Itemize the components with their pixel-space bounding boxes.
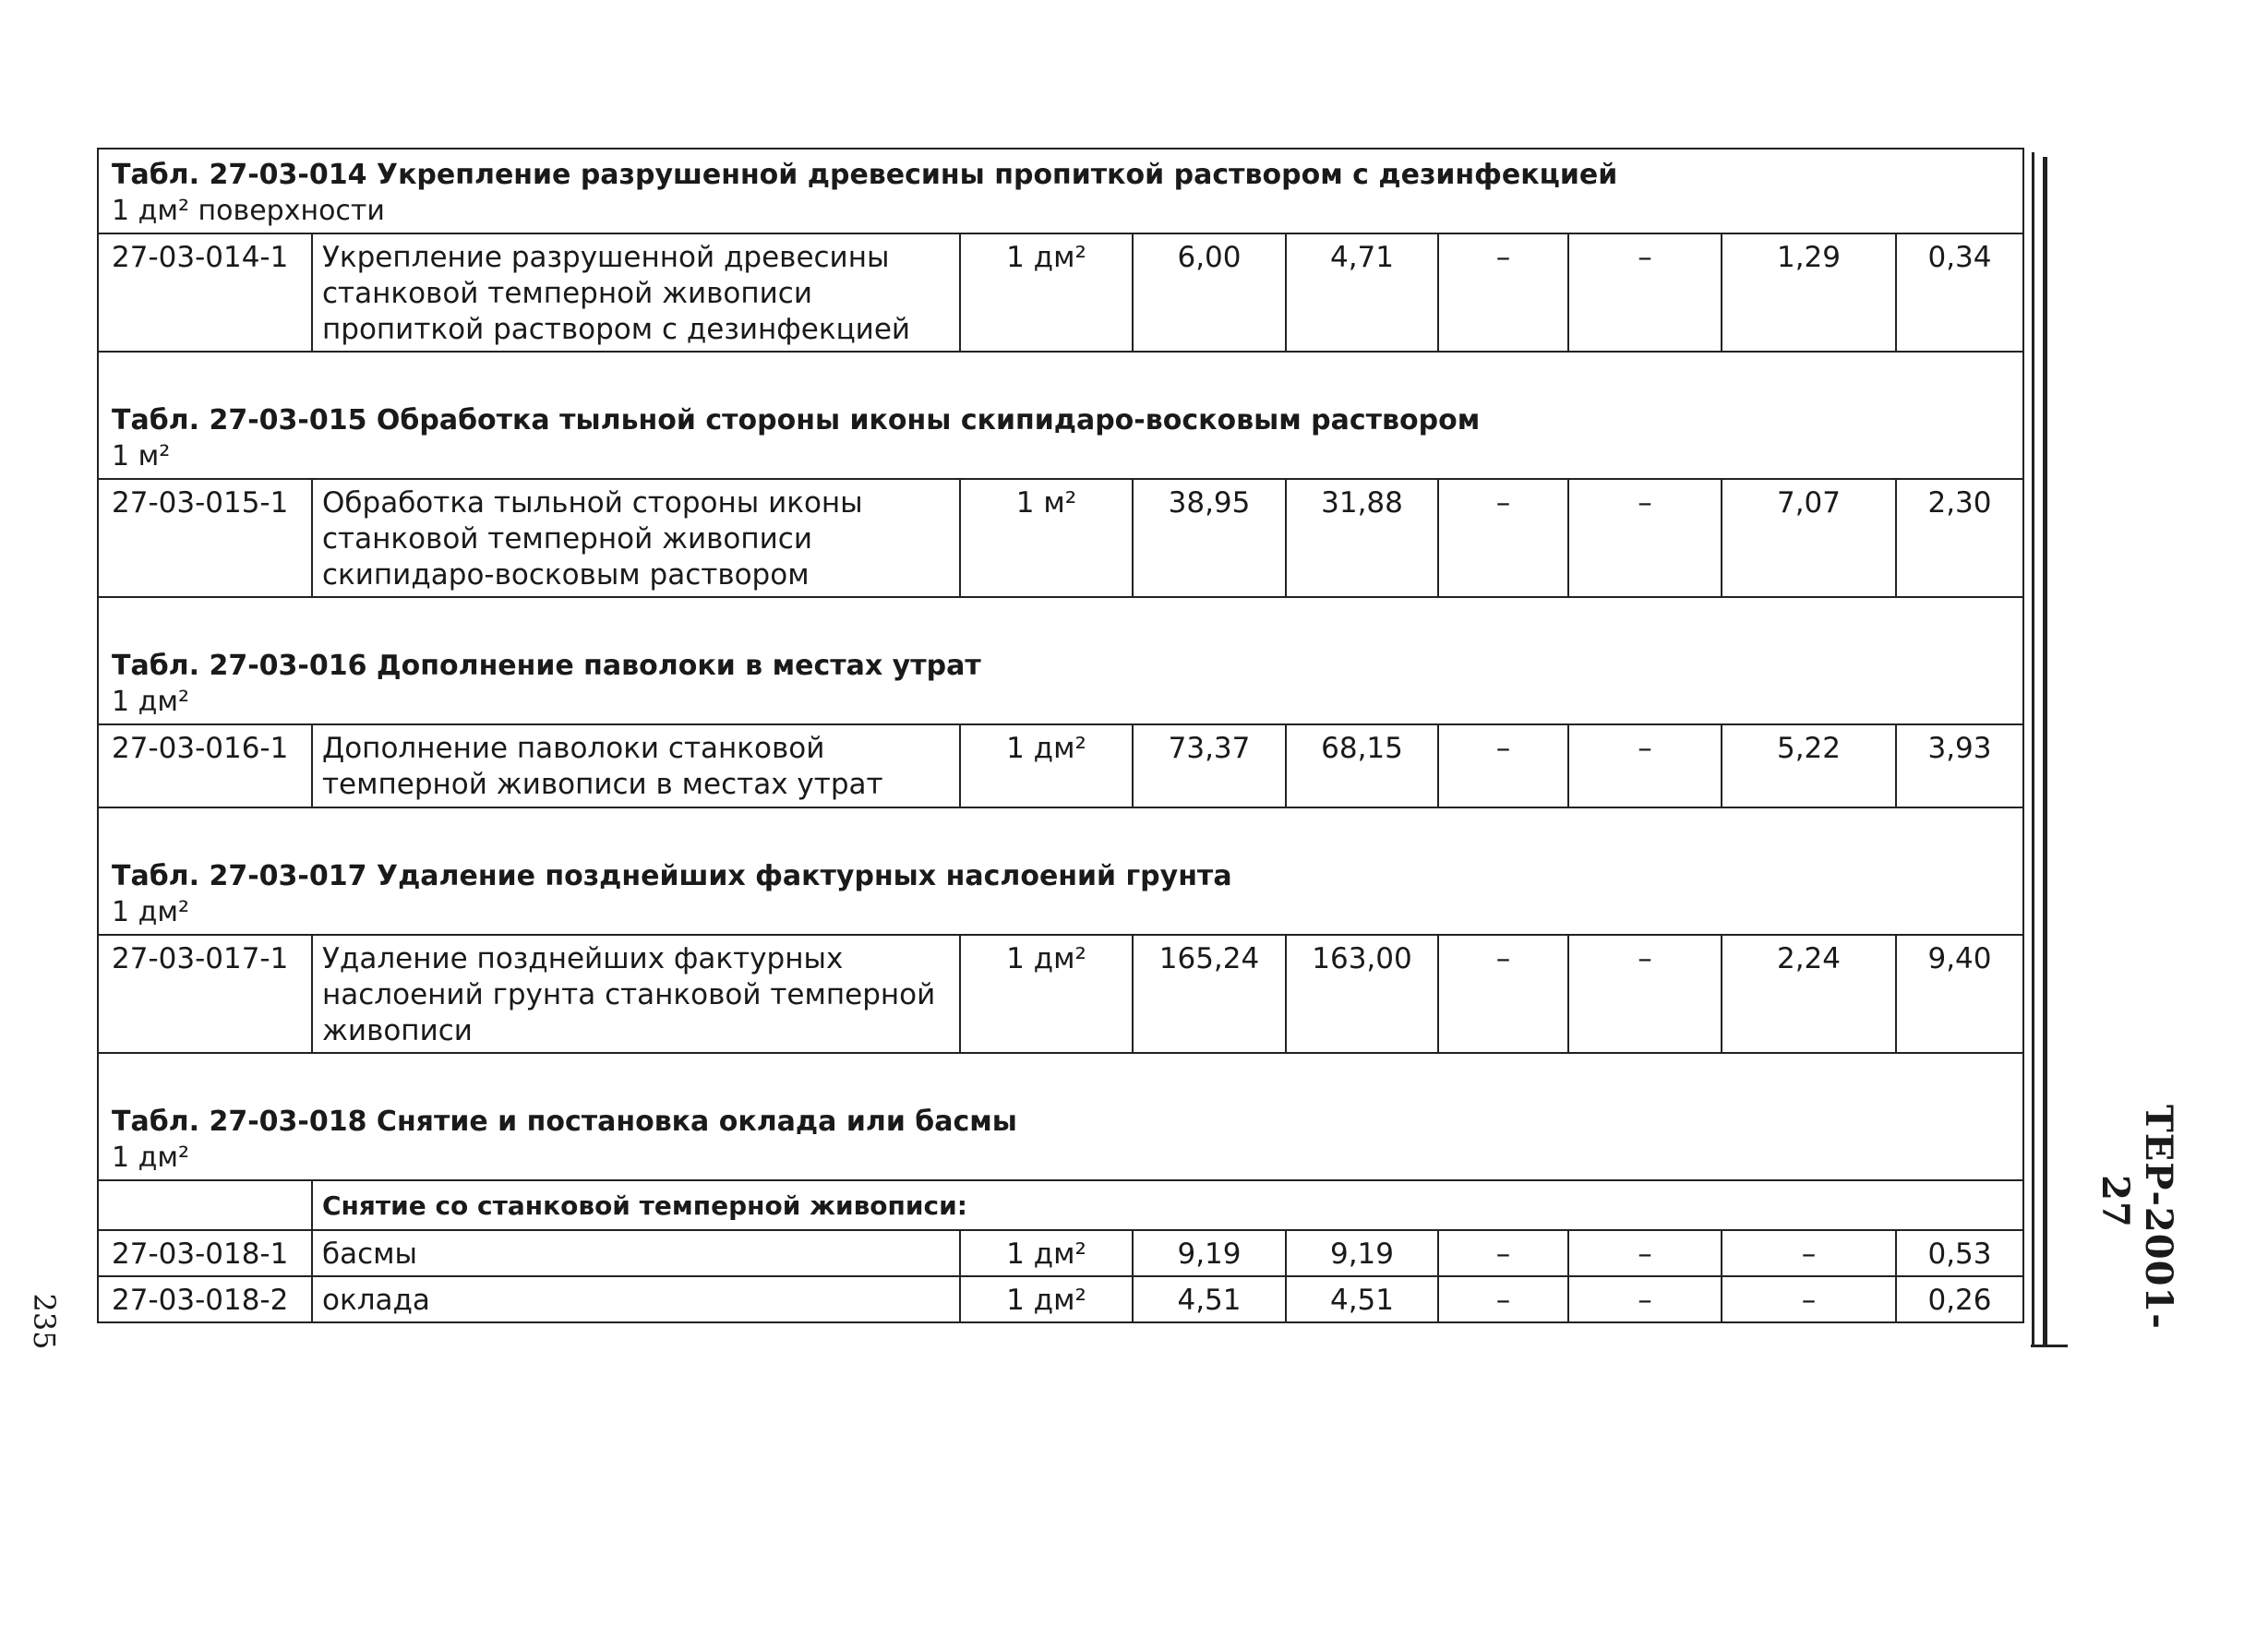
code-cell: 27-03-018-1 (98, 1230, 312, 1276)
driver-wage-cell: – (1568, 935, 1722, 1053)
table-row (98, 479, 2023, 597)
table-row (98, 1276, 2023, 1322)
machine-cell: – (1438, 724, 1568, 807)
code-cell: 27-03-014-1 (98, 233, 312, 352)
price-table-frame (97, 148, 2022, 1346)
subheading-cell (312, 1180, 2023, 1230)
table-unit: 1 м² (112, 440, 171, 472)
table-header-row (98, 807, 2023, 935)
wage-cell: 4,71 (1286, 233, 1438, 352)
materials-cell: – (1722, 1276, 1896, 1322)
table-header-row (98, 352, 2023, 479)
table-title: Табл. 27-03-016 Дополнение паволоки в местах утрат (112, 650, 981, 682)
table-row (98, 724, 2023, 807)
work-name-cell: Укрепление разрушенной древесины станковой темперной живописи пропиткой раствором с дезинфекцией (312, 233, 960, 352)
table-header-cell (98, 807, 2023, 935)
table-row (98, 1230, 2023, 1276)
work-name-cell: Обработка тыльной стороны иконы станковой темперной живописи скипидаро-восковым раствором (312, 479, 960, 597)
table-header-cell (98, 1053, 2023, 1180)
price-cell: 165,24 (1133, 935, 1286, 1053)
table-title: Табл. 27-03-014 Укрепление разрушенной древесины пропиткой раствором с дезинфекцией (112, 159, 1618, 191)
right-margin-line-1 (2032, 152, 2034, 1346)
table-row (98, 233, 2023, 352)
table-header-row (98, 149, 2023, 233)
machine-cell: – (1438, 1276, 1568, 1322)
right-margin-line-2 (2043, 157, 2047, 1346)
labor-cell: 0,34 (1896, 233, 2023, 352)
table-row (98, 935, 2023, 1053)
price-cell: 9,19 (1133, 1230, 1286, 1276)
page-number: 235 (27, 1293, 62, 1350)
materials-cell: 7,07 (1722, 479, 1896, 597)
table-header-cell (98, 149, 2023, 233)
work-name-cell: Дополнение паволоки станковой темперной живописи в местах утрат (312, 724, 960, 807)
unit-cell: 1 м² (960, 479, 1133, 597)
price-cell: 4,51 (1133, 1276, 1286, 1322)
work-name-cell: басмы (312, 1230, 960, 1276)
empty-cell (98, 1180, 312, 1230)
table-header-row (98, 597, 2023, 724)
table-title: Табл. 27-03-018 Снятие и постановка оклада или басмы (112, 1106, 1017, 1138)
wage-cell: 4,51 (1286, 1276, 1438, 1322)
price-cell: 73,37 (1133, 724, 1286, 807)
price-cell: 6,00 (1133, 233, 1286, 352)
table-title: Табл. 27-03-015 Обработка тыльной стороны иконы скипидаро-восковым раствором (112, 404, 1481, 436)
machine-cell: – (1438, 1230, 1568, 1276)
right-margin-base (2031, 1345, 2068, 1347)
machine-cell: – (1438, 479, 1568, 597)
labor-cell: 9,40 (1896, 935, 2023, 1053)
machine-cell: – (1438, 935, 1568, 1053)
driver-wage-cell: – (1568, 479, 1722, 597)
driver-wage-cell: – (1568, 1230, 1722, 1276)
wage-cell: 31,88 (1286, 479, 1438, 597)
driver-wage-cell: – (1568, 724, 1722, 807)
labor-cell: 0,26 (1896, 1276, 2023, 1322)
subheading-row (98, 1180, 2023, 1230)
code-cell: 27-03-016-1 (98, 724, 312, 807)
table-unit: 1 дм² (112, 686, 190, 718)
materials-cell: – (1722, 1230, 1896, 1276)
labor-cell: 2,30 (1896, 479, 2023, 597)
unit-cell: 1 дм² (960, 935, 1133, 1053)
subheading-text: Снятие со станковой темперной живописи: (322, 1190, 967, 1221)
table-unit: 1 дм² поверхности (112, 195, 385, 227)
table-header-cell (98, 597, 2023, 724)
wage-cell: 9,19 (1286, 1230, 1438, 1276)
labor-cell: 3,93 (1896, 724, 2023, 807)
wage-cell: 68,15 (1286, 724, 1438, 807)
materials-cell: 1,29 (1722, 233, 1896, 352)
price-table (97, 148, 2024, 1323)
table-unit: 1 дм² (112, 1142, 190, 1174)
work-name-cell: оклада (312, 1276, 960, 1322)
code-cell: 27-03-018-2 (98, 1276, 312, 1322)
work-name-cell: Удаление позднейших фактурных наслоений грунта станковой темперной живописи (312, 935, 960, 1053)
unit-cell: 1 дм² (960, 1276, 1133, 1322)
unit-cell: 1 дм² (960, 724, 1133, 807)
driver-wage-cell: – (1568, 233, 1722, 352)
unit-cell: 1 дм² (960, 233, 1133, 352)
materials-cell: 5,22 (1722, 724, 1896, 807)
code-cell: 27-03-015-1 (98, 479, 312, 597)
table-header-cell (98, 352, 2023, 479)
machine-cell: – (1438, 233, 1568, 352)
unit-cell: 1 дм² (960, 1230, 1133, 1276)
price-cell: 38,95 (1133, 479, 1286, 597)
code-cell: 27-03-017-1 (98, 935, 312, 1053)
table-header-row (98, 1053, 2023, 1180)
table-unit: 1 дм² (112, 896, 190, 928)
document-code: ТЕР-2001-27 (2094, 1105, 2180, 1330)
table-title: Табл. 27-03-017 Удаление позднейших фактурных наслоений грунта (112, 860, 1232, 892)
materials-cell: 2,24 (1722, 935, 1896, 1053)
labor-cell: 0,53 (1896, 1230, 2023, 1276)
wage-cell: 163,00 (1286, 935, 1438, 1053)
driver-wage-cell: – (1568, 1276, 1722, 1322)
